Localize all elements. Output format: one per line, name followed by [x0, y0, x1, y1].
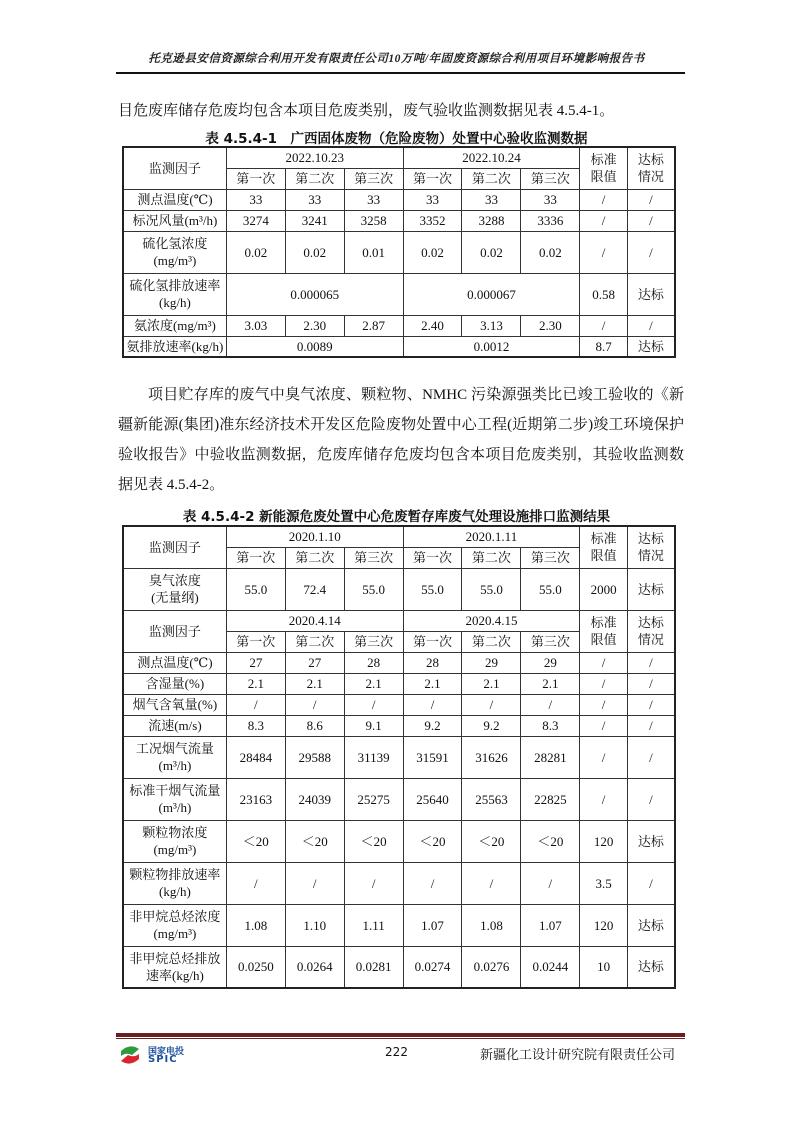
value-cell: 27 [226, 652, 285, 673]
value-cell: 0.0276 [462, 946, 521, 988]
value-cell: 1.10 [285, 904, 344, 946]
table-row [123, 315, 675, 336]
standard-value: / [580, 736, 628, 778]
value-cell: 2.1 [521, 673, 580, 694]
header-run: 第一次 [226, 168, 285, 189]
header-compliance [627, 526, 675, 568]
value-cell: 28484 [226, 736, 285, 778]
cell-line: (kg/h) [159, 295, 191, 310]
value-cell: 3241 [285, 210, 344, 231]
row-factor: 含湿量(%) [123, 673, 226, 694]
value-cell: 2.40 [403, 315, 462, 336]
value-cell: / [521, 862, 580, 904]
standard-value: / [580, 778, 628, 820]
table-header-row [123, 526, 675, 547]
value-cell: 0.0250 [226, 946, 285, 988]
row-factor: 标况风量(m³/h) [123, 210, 226, 231]
row-factor: 烟气含氧量(%) [123, 694, 226, 715]
header-run: 第三次 [521, 631, 580, 652]
value-cell: 33 [462, 189, 521, 210]
table-row [123, 904, 675, 946]
row-factor [123, 778, 226, 820]
value-cell: ＜20 [403, 820, 462, 862]
value-cell: 23163 [226, 778, 285, 820]
cell-line: 达标 [637, 615, 664, 630]
cell-line: 非甲烷总烃排放 [129, 950, 221, 966]
standard-value: 0.58 [580, 273, 628, 315]
value-cell: 1.07 [521, 904, 580, 946]
cell-line: 臭气浓度 [148, 573, 201, 588]
compliance-value: / [627, 189, 675, 210]
table-row [123, 568, 675, 610]
cell-line: 限值 [590, 169, 617, 185]
value-cell: 1.11 [344, 904, 403, 946]
value-cell: ＜20 [521, 820, 580, 862]
value-cell: 0.02 [403, 231, 462, 273]
value-cell: / [344, 862, 403, 904]
value-cell: 0.02 [226, 231, 285, 273]
header-run: 第三次 [344, 168, 403, 189]
header-run: 第二次 [462, 547, 521, 568]
table-header-row [123, 147, 675, 168]
value-cell: 0.0244 [521, 946, 580, 988]
row-factor [123, 904, 226, 946]
table-row [123, 736, 675, 778]
paragraph-analogy: 项目贮存库的废气中臭气浓度、颗粒物、NMHC 污染源强类比已竣工验收的《新疆新能源(集团)准东经济技术开发区危险废物处置中心工程(近期第二步)竣工环境保护验收报告》中验收监测数据，危废库储存危废均包含本项目危废类别，其验收监测数据见表 4.5.4-2。 [118, 387, 684, 493]
cell-line: (无量纲) [151, 590, 199, 605]
value-cell: 55.0 [403, 568, 462, 610]
merged-value: 0.000067 [403, 273, 580, 315]
value-cell: 3258 [344, 210, 403, 231]
compliance-value: / [627, 694, 675, 715]
value-cell: 33 [521, 189, 580, 210]
table-row [123, 231, 675, 273]
value-cell: 2.30 [285, 315, 344, 336]
table-header-row [123, 610, 675, 631]
value-cell: 2.1 [344, 673, 403, 694]
header-run: 第二次 [285, 547, 344, 568]
value-cell: / [462, 862, 521, 904]
value-cell: 55.0 [344, 568, 403, 610]
table1 [122, 146, 676, 358]
value-cell: 31591 [403, 736, 462, 778]
header-run: 第三次 [521, 547, 580, 568]
header-date: 2020.4.14 [226, 610, 403, 631]
value-cell: 0.01 [344, 231, 403, 273]
value-cell: 27 [285, 652, 344, 673]
value-cell: / [521, 694, 580, 715]
value-cell: 29588 [285, 736, 344, 778]
table-row [123, 189, 675, 210]
cell-line: 标准干烟气流量 [129, 783, 221, 798]
header-run: 第一次 [226, 631, 285, 652]
value-cell: 0.02 [521, 231, 580, 273]
compliance-value: 达标 [627, 273, 675, 315]
table-row [123, 694, 675, 715]
value-cell: 0.0281 [344, 946, 403, 988]
paragraph-intro: 目危废库储存危废均包含本项目危废类别，废气验收监测数据见表 4.5.4-1。 [118, 103, 615, 119]
value-cell: 25563 [462, 778, 521, 820]
table2 [122, 525, 676, 989]
cell-line: 速率(kg/h) [146, 967, 204, 983]
cell-line: 情况 [637, 548, 664, 564]
compliance-value: / [627, 736, 675, 778]
header-date: 2020.1.11 [403, 526, 580, 547]
document-header-title: 托克逊县安信资源综合利用开发有限责任公司10万吨/年固废资源综合利用项目环境影响报告书 [148, 53, 645, 65]
header-standard [580, 526, 628, 568]
value-cell: 8.6 [285, 715, 344, 736]
header-factor: 监测因子 [123, 147, 226, 189]
value-cell: 0.02 [285, 231, 344, 273]
standard-value: 3.5 [580, 862, 628, 904]
cell-line: 颗粒物浓度 [142, 825, 208, 840]
footer-rule [116, 1033, 685, 1037]
cell-line: 情况 [637, 169, 664, 185]
table2-caption: 表 4.5.4-2 新能源危废处置中心危废暂存库废气处理设施排口监测结果 [182, 509, 611, 525]
header-run: 第一次 [403, 168, 462, 189]
header-run: 第二次 [285, 168, 344, 189]
value-cell: 29 [521, 652, 580, 673]
standard-value: 2000 [580, 568, 628, 610]
value-cell: ＜20 [285, 820, 344, 862]
row-factor: 氨浓度(mg/m³) [123, 315, 226, 336]
cell-line: 工况烟气流量 [135, 741, 214, 756]
row-factor [123, 736, 226, 778]
value-cell: 1.07 [403, 904, 462, 946]
standard-value: / [580, 210, 628, 231]
compliance-value: 达标 [627, 946, 675, 988]
value-cell: 2.30 [521, 315, 580, 336]
value-cell: 3352 [403, 210, 462, 231]
standard-value: / [580, 231, 628, 273]
cell-line: 标准 [590, 615, 617, 630]
value-cell: 3.13 [462, 315, 521, 336]
table1-caption: 表 4.5.4-1 广西固体废物（危险废物）处置中心验收监测数据 [205, 131, 588, 147]
value-cell: / [462, 694, 521, 715]
merged-value: 0.000065 [226, 273, 403, 315]
cell-line: 硫化氢排放速率 [129, 278, 221, 293]
value-cell: 33 [403, 189, 462, 210]
header-standard [580, 610, 628, 652]
cell-line: 硫化氢浓度 [142, 236, 208, 251]
value-cell: 31626 [462, 736, 521, 778]
compliance-value: / [627, 673, 675, 694]
value-cell: 33 [285, 189, 344, 210]
value-cell: 2.1 [285, 673, 344, 694]
value-cell: 9.2 [403, 715, 462, 736]
header-run: 第三次 [344, 547, 403, 568]
header-run: 第一次 [403, 631, 462, 652]
value-cell: / [226, 862, 285, 904]
table1-body [123, 147, 675, 357]
value-cell: 28 [403, 652, 462, 673]
value-cell: 2.1 [226, 673, 285, 694]
compliance-value: / [627, 210, 675, 231]
value-cell: 25640 [403, 778, 462, 820]
table-row [123, 673, 675, 694]
header-date: 2020.4.15 [403, 610, 580, 631]
logo-text-cn: 国家电投 [148, 1047, 185, 1057]
cell-line: 情况 [637, 632, 664, 647]
cell-line: 标准 [590, 531, 617, 547]
table-row [123, 273, 675, 315]
cell-line: 限值 [590, 548, 617, 564]
standard-value: 120 [580, 904, 628, 946]
row-factor [123, 862, 226, 904]
cell-line: (m³/h) [158, 800, 192, 815]
footer-rule-thin [116, 1038, 685, 1039]
table-row [123, 210, 675, 231]
compliance-value: / [627, 315, 675, 336]
value-cell: 0.0264 [285, 946, 344, 988]
row-factor: 流速(m/s) [123, 715, 226, 736]
row-factor [123, 568, 226, 610]
value-cell: 3288 [462, 210, 521, 231]
standard-value: / [580, 315, 628, 336]
header-date: 2022.10.24 [403, 147, 580, 168]
cell-line: 达标 [637, 531, 664, 547]
compliance-value: 达标 [627, 568, 675, 610]
table-row [123, 336, 675, 357]
value-cell: 9.2 [462, 715, 521, 736]
value-cell: 0.0274 [403, 946, 462, 988]
cell-line: 非甲烷总烃浓度 [129, 909, 221, 924]
value-cell: ＜20 [226, 820, 285, 862]
standard-value: 120 [580, 820, 628, 862]
value-cell: 3274 [226, 210, 285, 231]
cell-line: (mg/m³) [153, 253, 197, 268]
value-cell: / [344, 694, 403, 715]
cell-line: 达标 [637, 152, 664, 168]
standard-value: 8.7 [580, 336, 628, 357]
value-cell: / [403, 694, 462, 715]
value-cell: 33 [344, 189, 403, 210]
value-cell: 22825 [521, 778, 580, 820]
compliance-value: 达标 [627, 820, 675, 862]
row-factor [123, 273, 226, 315]
compliance-value: / [627, 778, 675, 820]
value-cell: 55.0 [462, 568, 521, 610]
standard-value: / [580, 189, 628, 210]
value-cell: 9.1 [344, 715, 403, 736]
page-number: 222 [385, 1045, 408, 1059]
value-cell: 28 [344, 652, 403, 673]
value-cell: 28281 [521, 736, 580, 778]
table-row [123, 778, 675, 820]
row-factor: 测点温度(℃) [123, 652, 226, 673]
header-factor: 监测因子 [123, 526, 226, 568]
table-row [123, 652, 675, 673]
header-rule [116, 72, 685, 74]
value-cell: 1.08 [226, 904, 285, 946]
cell-line: (mg/m³) [153, 926, 197, 941]
value-cell: 1.08 [462, 904, 521, 946]
compliance-value: / [627, 715, 675, 736]
value-cell: 55.0 [226, 568, 285, 610]
cell-line: 标准 [590, 152, 617, 168]
header-run: 第三次 [521, 168, 580, 189]
value-cell: ＜20 [344, 820, 403, 862]
header-date: 2020.1.10 [226, 526, 403, 547]
value-cell: / [285, 694, 344, 715]
value-cell: / [403, 862, 462, 904]
value-cell: 2.87 [344, 315, 403, 336]
value-cell: 29 [462, 652, 521, 673]
value-cell: / [226, 694, 285, 715]
standard-value: / [580, 673, 628, 694]
header-date: 2022.10.23 [226, 147, 403, 168]
merged-value: 0.0012 [403, 336, 580, 357]
logo-text-en: SPIC [148, 1054, 178, 1065]
value-cell: 55.0 [521, 568, 580, 610]
table2-body [123, 526, 675, 988]
table-row [123, 820, 675, 862]
value-cell: 0.02 [462, 231, 521, 273]
cell-line: 限值 [590, 632, 617, 647]
header-run: 第一次 [403, 547, 462, 568]
cell-line: (kg/h) [159, 884, 191, 899]
footer-company: 新疆化工设计研究院有限责任公司 [479, 1047, 675, 1062]
row-factor: 氨排放速率(kg/h) [123, 336, 226, 357]
cell-line: 颗粒物排放速率 [129, 867, 221, 882]
value-cell: 3336 [521, 210, 580, 231]
value-cell: 72.4 [285, 568, 344, 610]
row-factor [123, 946, 226, 988]
header-run: 第二次 [462, 168, 521, 189]
value-cell: / [285, 862, 344, 904]
cell-line: (m³/h) [158, 758, 192, 773]
row-factor [123, 820, 226, 862]
compliance-value: 达标 [627, 904, 675, 946]
value-cell: 25275 [344, 778, 403, 820]
value-cell: 31139 [344, 736, 403, 778]
value-cell: 24039 [285, 778, 344, 820]
value-cell: 3.03 [226, 315, 285, 336]
compliance-value: / [627, 652, 675, 673]
header-compliance [627, 610, 675, 652]
header-factor: 监测因子 [123, 610, 226, 652]
compliance-value: / [627, 862, 675, 904]
row-factor [123, 231, 226, 273]
value-cell: 8.3 [226, 715, 285, 736]
value-cell: 8.3 [521, 715, 580, 736]
table-row [123, 946, 675, 988]
value-cell: 2.1 [403, 673, 462, 694]
table-row [123, 715, 675, 736]
header-run: 第二次 [285, 631, 344, 652]
value-cell: ＜20 [462, 820, 521, 862]
standard-value: / [580, 715, 628, 736]
value-cell: 2.1 [462, 673, 521, 694]
header-run: 第一次 [226, 547, 285, 568]
header-compliance [627, 147, 675, 189]
value-cell: 33 [226, 189, 285, 210]
standard-value: 10 [580, 946, 628, 988]
standard-value: / [580, 694, 628, 715]
header-standard [580, 147, 628, 189]
cell-line: (mg/m³) [153, 842, 197, 857]
table-row [123, 862, 675, 904]
standard-value: / [580, 652, 628, 673]
compliance-value: 达标 [627, 336, 675, 357]
header-run: 第二次 [462, 631, 521, 652]
merged-value: 0.0089 [226, 336, 403, 357]
row-factor: 测点温度(℃) [123, 189, 226, 210]
header-run: 第三次 [344, 631, 403, 652]
compliance-value: / [627, 231, 675, 273]
